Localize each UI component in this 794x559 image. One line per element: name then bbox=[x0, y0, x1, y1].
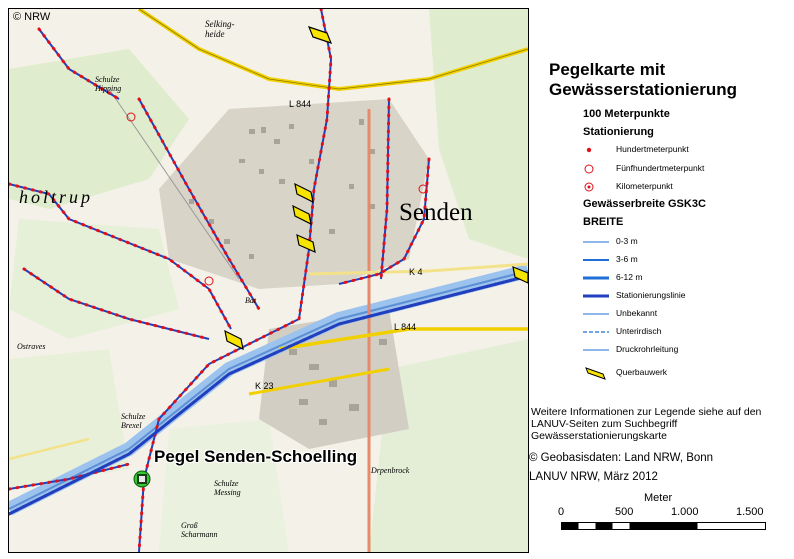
legend-w-0-3-label: 0-3 m bbox=[616, 236, 638, 246]
place-schulze-hipping: Schulze Hipping bbox=[95, 75, 122, 93]
road-k4: K 4 bbox=[409, 267, 423, 277]
legend-station-line-label: Stationierungslinie bbox=[616, 290, 686, 300]
legend-title-line2: Gewässerstationierung bbox=[549, 80, 738, 99]
place-dropsbrock: Drpenbrock bbox=[371, 466, 410, 475]
medium-blue-line-icon bbox=[583, 253, 609, 267]
legend-weir-label: Querbauwerk bbox=[616, 367, 668, 377]
legend-w-3-6-label: 3-6 m bbox=[616, 254, 638, 264]
red-dot-icon bbox=[583, 143, 609, 157]
pressure-line-icon bbox=[583, 343, 609, 357]
scale-label-0: 0 bbox=[558, 506, 565, 518]
scale-title: Meter bbox=[644, 492, 673, 504]
scale-label-1500: 1.500 bbox=[736, 506, 764, 518]
thin-blue-line-icon bbox=[583, 235, 609, 249]
legend-title bbox=[549, 60, 737, 100]
map-panel[interactable] bbox=[8, 8, 529, 553]
weir-icon bbox=[583, 366, 609, 380]
red-ring-icon bbox=[583, 162, 609, 176]
road-k23: K 23 bbox=[255, 381, 274, 391]
place-ostraves: Ostraves bbox=[17, 342, 46, 351]
legend-row-pressure bbox=[583, 343, 783, 357]
legend-info-text: Weitere Informationen zur Legende siehe auf den LANUV-Seiten zum Suchbegriff Gewässerstationierungskarte bbox=[531, 406, 762, 442]
legend-row-hundred bbox=[583, 143, 783, 157]
legend-row-unknown bbox=[583, 307, 783, 321]
thick-blue-line-icon bbox=[583, 271, 609, 285]
town-label: Senden bbox=[399, 199, 473, 226]
place-bat: Bat bbox=[245, 296, 257, 305]
legend-row-underground bbox=[583, 325, 783, 339]
map-copyright: © NRW bbox=[13, 11, 51, 23]
legend-section1-head2: Stationierung bbox=[583, 126, 654, 138]
legend-underground-label: Unterirdisch bbox=[616, 326, 662, 336]
scale-label-500: 500 bbox=[615, 506, 634, 518]
legend-row-station-line bbox=[583, 289, 783, 303]
legend-geodata: © Geobasisdaten: Land NRW, Bonn bbox=[529, 452, 714, 464]
road-l844-south: L 844 bbox=[394, 322, 417, 332]
legend-section2-head2: BREITE bbox=[583, 216, 624, 228]
scale-bar bbox=[561, 520, 766, 532]
legend-title-line1: Pegelkarte mit bbox=[549, 60, 666, 79]
legend-w-6-12-label: 6-12 m bbox=[616, 272, 643, 282]
road-l844-north: L 844 bbox=[289, 99, 312, 109]
legend-row-five-hundred bbox=[583, 162, 783, 176]
legend-row-weir bbox=[583, 366, 783, 380]
legend-section1-head1: 100 Meterpunkte bbox=[583, 108, 670, 120]
place-selkingheide: Selking- heide bbox=[205, 19, 235, 39]
unknown-line-icon bbox=[583, 307, 609, 321]
legend-row-width-6-12 bbox=[583, 271, 783, 285]
legend-panel bbox=[527, 8, 789, 551]
place-gross-scharmann: Groß Scharmann bbox=[181, 521, 218, 539]
dashed-line-icon bbox=[583, 325, 609, 339]
legend-row-width-3-6 bbox=[583, 253, 783, 267]
legend-row-kilometer bbox=[583, 180, 783, 194]
legend-five-hundred-label: Fünfhundertmeterpunkt bbox=[616, 163, 705, 173]
legend-pressure-label: Druckrohrleitung bbox=[616, 344, 679, 354]
legend-section2-head1: Gewässerbreite GSK3C bbox=[583, 198, 706, 210]
red-target-icon bbox=[583, 180, 609, 194]
legend-row-width-0-3 bbox=[583, 235, 783, 249]
legend-kilometer-label: Kilometerpunkt bbox=[616, 181, 673, 191]
scale-label-1000: 1.000 bbox=[671, 506, 699, 518]
legend-hundred-label: Hundertmeterpunkt bbox=[616, 144, 689, 154]
station-line-icon bbox=[583, 289, 609, 303]
place-schulze-brexel: Schulze Brexel bbox=[121, 412, 146, 430]
legend-unknown-label: Unbekannt bbox=[616, 308, 658, 318]
legend-lanuv: LANUV NRW, März 2012 bbox=[529, 471, 658, 483]
topographic-map[interactable] bbox=[9, 9, 528, 552]
place-schulze-messing: Schulze Messing bbox=[214, 479, 241, 497]
place-holtrup: holtrup bbox=[19, 187, 94, 207]
gauge-label[interactable]: Pegel Senden-Schoelling bbox=[154, 447, 358, 466]
